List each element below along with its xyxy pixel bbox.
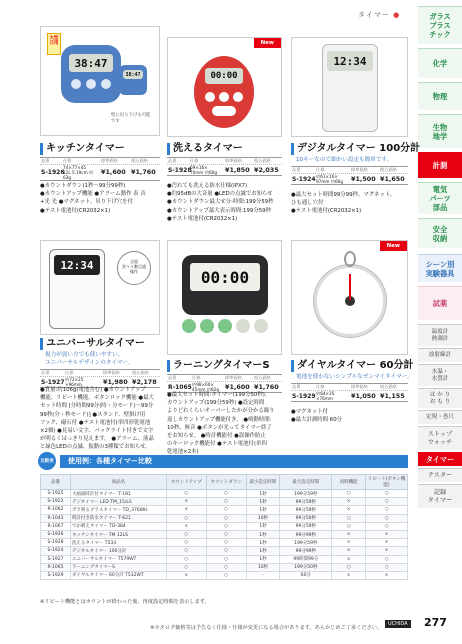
side-tab[interactable]: 物理 bbox=[418, 82, 462, 110]
product-image-dial-timer bbox=[291, 240, 408, 355]
table-cell: ○ bbox=[366, 563, 408, 571]
lcd-display: 12:34 bbox=[54, 255, 100, 275]
table-cell: 99分99秒 bbox=[280, 547, 332, 555]
product-image-washable-timer bbox=[167, 37, 282, 137]
feature-list bbox=[291, 191, 411, 216]
new-badge: New bbox=[380, 241, 407, 251]
side-tab[interactable]: 温度計 熱測計 bbox=[418, 324, 462, 346]
spec-row: R-1065 約98×60× 45mm 約82g ¥1,600 ¥1,760 bbox=[168, 382, 279, 392]
table-header-cell: 品番 bbox=[41, 475, 71, 490]
page-number: 277 bbox=[424, 616, 447, 629]
table-cell: ○ bbox=[366, 555, 408, 563]
timer-illustration bbox=[322, 44, 378, 132]
feature-item: ●質量:約106g(電池含む) ●カウントアップ bbox=[40, 387, 146, 393]
spec-header: 品番 仕様 標準価格 税込価格 bbox=[40, 158, 160, 165]
table-cell: ○ bbox=[206, 506, 246, 514]
table-cell: 1秒 bbox=[246, 490, 280, 498]
table-cell: 1秒 bbox=[246, 498, 280, 506]
spec-row: S-1926 74×77×45 12L 5.19cm 約63g ¥1,600 ¥1,760 bbox=[41, 165, 156, 180]
spec-table bbox=[40, 157, 160, 181]
button-row bbox=[182, 319, 268, 335]
comparison-title bbox=[60, 455, 408, 468]
table-cell: ○ bbox=[332, 522, 366, 530]
table-cell: 60分 bbox=[280, 571, 332, 579]
table-row bbox=[41, 514, 408, 522]
product-image-learning-timer bbox=[167, 240, 282, 355]
table-cell: × bbox=[332, 498, 366, 506]
image-caption: 全面 蛍々々敷目盛 操作 bbox=[117, 251, 151, 285]
table-cell: ○ bbox=[332, 490, 366, 498]
lcd-display: 00:00 bbox=[190, 263, 260, 291]
side-tab[interactable]: 水温・ 水質計 bbox=[418, 364, 462, 386]
table-cell: ○ bbox=[166, 530, 206, 538]
button-icon bbox=[219, 92, 229, 102]
button-icon bbox=[200, 319, 214, 333]
table-cell: ○ bbox=[366, 514, 408, 522]
table-cell: 99分59秒 bbox=[280, 498, 332, 506]
table-cell: ○ bbox=[206, 539, 246, 547]
table-cell: S-1927 bbox=[41, 555, 71, 563]
table-row bbox=[41, 555, 408, 563]
table-cell: ○ bbox=[366, 506, 408, 514]
table-cell: 1秒 bbox=[246, 522, 280, 530]
side-tab[interactable]: 記録 タイマー bbox=[418, 484, 462, 508]
feature-list bbox=[167, 182, 285, 223]
feature-item: と緑色LEDの点滅、振動の3種類でお知らせ。 bbox=[40, 444, 151, 451]
timer-illustration-small bbox=[119, 65, 147, 95]
side-tab[interactable]: ガラス プラス チック bbox=[418, 6, 462, 44]
table-cell: ○ bbox=[206, 498, 246, 506]
table-cell: S-1926 bbox=[41, 530, 71, 538]
feature-item: 99秒(分・秒モード)] ●スタンド、壁掛け用 bbox=[40, 411, 146, 418]
product-image-kitchen-timer bbox=[40, 26, 160, 136]
table-cell: ガラ明るプラスタイマー TD_376WH bbox=[70, 506, 166, 514]
table-cell: S-1922 bbox=[41, 498, 71, 506]
table-cell: R-1065 bbox=[41, 563, 71, 571]
spec-header: 品番 仕様 標準価格 税込価格 bbox=[291, 384, 408, 391]
button-icon bbox=[71, 79, 81, 89]
image-caption: 壁に吊り下げも可能 です bbox=[111, 113, 151, 124]
feature-item: 機能、リピート機能、ボタンロック機能 ●最大 bbox=[40, 395, 154, 402]
table-cell: × bbox=[166, 571, 206, 579]
table-cell: 時計付き防水タイマー T-621 bbox=[70, 514, 166, 522]
product-image-digital-timer bbox=[291, 37, 408, 137]
dial-timer-illustration bbox=[314, 265, 386, 337]
side-tab[interactable]: は か り お も り bbox=[418, 388, 462, 408]
side-tab[interactable]: 化学 bbox=[418, 48, 462, 78]
feature-item: ひも通し穴付 bbox=[291, 200, 324, 207]
table-cell: ○ bbox=[332, 563, 366, 571]
table-row bbox=[41, 571, 408, 579]
button-icon bbox=[218, 319, 232, 333]
spec-header: 品番 仕様 標準価格 税込価格 bbox=[167, 375, 282, 382]
table-cell: ユニバーサルタイマー T579WT bbox=[70, 555, 166, 563]
table-cell: ○ bbox=[166, 555, 206, 563]
side-tab[interactable]: ストップ ウォッチ bbox=[418, 426, 462, 450]
table-cell: でか吸えタイマー TD-384 bbox=[70, 522, 166, 530]
dial-pointer bbox=[349, 274, 351, 300]
table-cell: ○ bbox=[206, 522, 246, 530]
table-cell: × bbox=[166, 522, 206, 530]
feature-item: ●最大セット時間99分99秒、マグネット、 bbox=[291, 192, 396, 198]
table-cell: 199分59秒 bbox=[280, 539, 332, 547]
feature-list bbox=[40, 182, 162, 215]
button-icon bbox=[86, 79, 96, 89]
feature-item: をお知らせ。 ●時計機能付 ●誤操作防止 bbox=[167, 433, 266, 440]
side-tab[interactable]: テスター bbox=[418, 468, 462, 482]
feature-list bbox=[291, 408, 411, 424]
spec-table bbox=[291, 166, 408, 185]
product-title: 洗えるタイマー bbox=[167, 143, 243, 155]
feature-item: +光 光 ●マグネット、吊り下げ穴を付 bbox=[40, 199, 133, 206]
table-cell: ○ bbox=[166, 563, 206, 571]
feature-item: ●カウントアップ最大表示時間:199分59秒 bbox=[167, 207, 271, 214]
spec-header: 品番 仕様 標準価格 税込価格 bbox=[167, 158, 282, 165]
table-cell: 10秒 bbox=[246, 514, 280, 522]
side-tab[interactable]: 安全 収納 bbox=[418, 218, 462, 248]
button-icon bbox=[236, 319, 250, 333]
section-category bbox=[358, 10, 400, 20]
table-cell: ○ bbox=[206, 490, 246, 498]
table-cell: × bbox=[332, 539, 366, 547]
feature-item: ●テスト電池付(CR2032×1) bbox=[291, 208, 362, 215]
table-cell: 1秒 bbox=[246, 555, 280, 563]
category-marker: ● bbox=[393, 11, 401, 19]
table-cell: 99分99秒 bbox=[280, 530, 332, 538]
table-cell: R-1043 bbox=[41, 514, 71, 522]
table-header-cell: 同時機能 bbox=[332, 475, 366, 490]
table-cell: × bbox=[332, 547, 366, 555]
table-cell: ○ bbox=[166, 490, 206, 498]
new-badge: New bbox=[254, 38, 281, 48]
product-subtitle: 視力が弱い方でも使いやすい、 ユニバーサルデザインのタイマー。 bbox=[45, 352, 134, 366]
table-row bbox=[41, 522, 408, 530]
table-cell: ○ bbox=[366, 498, 408, 506]
feature-item: ●テスト電池付(CR2032×1) bbox=[167, 215, 238, 222]
feature-item: ●カウントダウン最大せ分-時間:199分59秒 bbox=[167, 199, 274, 206]
table-row bbox=[41, 506, 408, 514]
side-tab[interactable]: シーン別 実験器具 bbox=[418, 254, 462, 282]
table-cell: ○ bbox=[166, 539, 206, 547]
feature-item: ●汚れても洗える防水仕様(IPX7) bbox=[167, 183, 248, 189]
table-cell: 洗えるタイマー T533 bbox=[70, 539, 166, 547]
side-tab[interactable]: 放射線計 bbox=[418, 348, 462, 362]
table-row bbox=[41, 547, 408, 555]
table-cell: 1秒 bbox=[246, 547, 280, 555]
brand-logo: UCHIDA bbox=[385, 620, 411, 628]
table-cell: 大画面時計付タイマー T-181 bbox=[70, 490, 166, 498]
feature-list bbox=[40, 386, 164, 452]
timer-illustration bbox=[194, 56, 254, 128]
table-note: ※リピート機能とはカウントが終わった後、再度設定時間を表示します。 bbox=[40, 599, 210, 605]
lcd-display: 38:47 bbox=[69, 54, 113, 72]
table-cell: ダイヤルタイマー 60分計 T532WT bbox=[70, 571, 166, 579]
table-cell: S-1929 bbox=[41, 571, 71, 579]
feature-list bbox=[167, 391, 287, 457]
table-row bbox=[41, 539, 408, 547]
table-cell: S-1928 bbox=[41, 539, 71, 547]
feature-item: ●最大セット時間:タイマー(199分50秒)、 bbox=[167, 392, 271, 398]
feature-item: 乾電池×2本) bbox=[167, 449, 199, 456]
hang-loop bbox=[344, 251, 356, 267]
table-cell: S-1925 bbox=[41, 490, 71, 498]
side-tab[interactable]: 計測 bbox=[418, 152, 462, 178]
table-cell: 199分59秒 bbox=[280, 490, 332, 498]
product-title: キッチンタイマー bbox=[40, 143, 125, 155]
table-cell: ○ bbox=[206, 547, 246, 555]
feature-item: セット時間 [分時間99分(時・分モード)～99分 bbox=[40, 403, 154, 410]
table-cell: 99分50秒 bbox=[280, 514, 332, 522]
table-cell: R-1062 bbox=[41, 506, 71, 514]
feature-item: ●カウントアップ機能 ●アラーム動作 表 音 bbox=[40, 191, 146, 198]
table-cell: ○ bbox=[366, 490, 408, 498]
table-cell: × bbox=[332, 506, 366, 514]
table-cell: 10秒 bbox=[246, 563, 280, 571]
table-header-cell: カウントダウン bbox=[206, 475, 246, 490]
table-header-cell: カウントアップ bbox=[166, 475, 206, 490]
feature-item: よりどれくらいオーバーしたかが分かる繰り bbox=[167, 408, 275, 415]
feature-item: ●マグネット付 bbox=[291, 409, 328, 415]
comparison-table bbox=[40, 474, 408, 580]
table-cell: 99分59秒 bbox=[280, 506, 332, 514]
table-cell: × bbox=[366, 530, 408, 538]
table-header-cell: 商品名 bbox=[70, 475, 166, 490]
product-title: ラーニングタイマーS bbox=[167, 360, 270, 372]
spec-table bbox=[167, 157, 282, 176]
button-icon bbox=[182, 319, 196, 333]
table-cell: × bbox=[366, 539, 408, 547]
button-icon bbox=[254, 319, 268, 333]
table-cell: ○ bbox=[166, 547, 206, 555]
product-title: デジタルタイマー 100分計 bbox=[291, 143, 420, 155]
product-subtitle: 10キーなので細かい設定も簡単です。 bbox=[296, 157, 393, 163]
lcd-display: 12:34 bbox=[327, 51, 373, 71]
comparison-badge: 比較表 bbox=[38, 452, 56, 470]
table-row bbox=[41, 563, 408, 571]
table-cell: × bbox=[332, 571, 366, 579]
feature-item: ●カウントダウン(1秒～99分99秒) bbox=[40, 183, 126, 189]
table-row bbox=[41, 490, 408, 498]
feature-item: 10秒、無音 ●ボタンが光ってタイマー終了 bbox=[167, 424, 272, 431]
button-icon bbox=[101, 79, 111, 89]
button-icon bbox=[205, 92, 215, 102]
table-cell: 1秒 bbox=[246, 539, 280, 547]
feature-item: ●約95dBの大音量 ●LEDの点滅でお知らせ bbox=[167, 191, 273, 198]
timer-illustration bbox=[49, 249, 105, 329]
side-tab[interactable]: タイマー bbox=[418, 452, 462, 466]
spec-row: S-1927 約72×25 ×96mm ¥1,980 ¥2,178 bbox=[41, 377, 157, 387]
table-cell: S-1924 bbox=[41, 547, 71, 555]
table-cell: × bbox=[166, 498, 206, 506]
table-cell: × bbox=[332, 555, 366, 563]
table-cell: ○ bbox=[206, 563, 246, 571]
table-cell: R-1067 bbox=[41, 522, 71, 530]
table-header-cell: リピート(ボタン機能) bbox=[366, 475, 408, 490]
footer-note: ※カタログ価格等は予告なく仕様・仕様が変更になる場合があります。あらかじめご了承ください。 bbox=[150, 625, 383, 631]
feature-item: のキーロック機能付 ●テスト電池付(単四 bbox=[167, 441, 267, 448]
section-category-label: タイマー bbox=[358, 11, 390, 19]
table-cell: × bbox=[366, 547, 408, 555]
timer-illustration bbox=[182, 255, 268, 315]
comparison-title-text: 使用例：各種タイマー比較 bbox=[68, 457, 152, 465]
spec-table bbox=[291, 383, 408, 402]
table-cell: デジタルタイマー 100分計 bbox=[70, 547, 166, 555]
table-cell: 99時間99分 bbox=[280, 555, 332, 563]
table-row bbox=[41, 530, 408, 538]
timer-illustration-large bbox=[61, 45, 121, 103]
product-subtitle: 電池を使わないシンプルなゼンマイタイマー。 bbox=[296, 374, 413, 380]
feature-item: が明るくはっきり見えます。 ●アラーム、液晶 bbox=[40, 436, 154, 443]
table-cell: × bbox=[332, 530, 366, 538]
table-cell: ○ bbox=[206, 555, 246, 563]
lcd-display: 38:47 bbox=[123, 70, 143, 79]
table-cell: 1秒 bbox=[246, 506, 280, 514]
table-cell: デジタイマー LED TM_15/LS bbox=[70, 498, 166, 506]
table-header-cell: 最大設定時間 bbox=[280, 475, 332, 490]
product-title: ダイヤルタイマー 60分計 bbox=[291, 360, 414, 372]
spec-row: S-1929 約64×35 ×76mm ¥1,050 ¥1,155 bbox=[292, 391, 405, 401]
lcd-display: 00:00 bbox=[205, 68, 243, 84]
table-cell: 99分59秒 bbox=[280, 522, 332, 530]
table-cell: ○ bbox=[366, 522, 408, 530]
feature-item: ●最大計測時間 60分 bbox=[291, 417, 343, 424]
table-cell: ○ bbox=[206, 514, 246, 522]
table-cell: × bbox=[166, 506, 206, 514]
feature-item: 返しカウントアップ機能付き。 ●鳴動時間: bbox=[167, 416, 272, 423]
note-tag: 大型 日用 bbox=[47, 33, 61, 55]
product-title: ユニバーサルタイマー bbox=[40, 338, 145, 350]
table-cell: 1秒 bbox=[246, 530, 280, 538]
side-tab[interactable]: 定規・巻尺 bbox=[418, 410, 462, 424]
table-cell: - bbox=[246, 571, 280, 579]
table-cell: ○ bbox=[332, 514, 366, 522]
spec-header: 品番 仕様 標準価格 税込価格 bbox=[40, 370, 160, 377]
button-icon bbox=[233, 92, 243, 102]
side-index-tabs bbox=[418, 6, 462, 590]
table-header-row bbox=[41, 475, 408, 490]
side-tab[interactable]: 電気 パーツ 部品 bbox=[418, 182, 462, 214]
table-cell: ○ bbox=[206, 571, 246, 579]
table-cell: キッチンタイマー TM 12LS bbox=[70, 530, 166, 538]
side-tab[interactable]: 生物 地学 bbox=[418, 114, 462, 148]
feature-item: ×2個) ●見易い文字、バックライト付きで文字 bbox=[40, 428, 154, 435]
spec-row: S-1924 約61×16× 97mm 約66g ¥1,500 ¥1,650 bbox=[292, 174, 405, 184]
table-header-cell: 最小設定時間 bbox=[246, 475, 280, 490]
button-icon bbox=[212, 106, 236, 116]
table-cell: ラーニングタイマーS bbox=[70, 563, 166, 571]
table-cell: ○ bbox=[166, 514, 206, 522]
spec-header: 品番 仕様 標準価格 税込価格 bbox=[291, 167, 408, 174]
side-tab[interactable]: 試薬 bbox=[418, 286, 462, 320]
feature-item: ●テスト電池付(CR2032×1) bbox=[40, 207, 111, 214]
table-cell: ○ bbox=[206, 530, 246, 538]
feature-item: カウントアップ(199分59秒) ●設定時間 bbox=[167, 400, 265, 407]
table-row bbox=[41, 498, 408, 506]
feature-item: フック、磁石付 ●テスト電池付(単四形乾電池 bbox=[40, 419, 151, 426]
product-image-universal-timer bbox=[40, 240, 160, 335]
table-cell: × bbox=[366, 571, 408, 579]
table-cell: 199分50秒 bbox=[280, 563, 332, 571]
spec-row: S-1928 69×16× 70mm 約60g ¥1,850 ¥2,035 bbox=[168, 165, 279, 175]
